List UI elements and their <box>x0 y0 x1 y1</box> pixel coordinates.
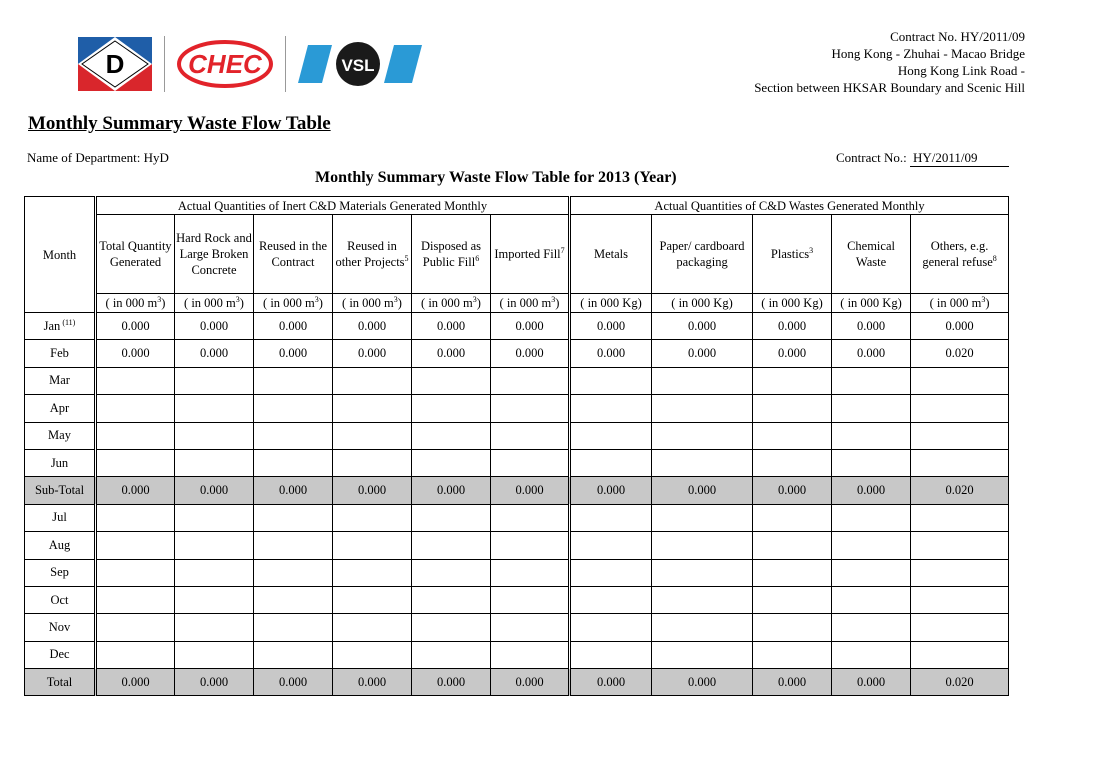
value-cell <box>753 395 832 422</box>
value-cell: 0.020 <box>911 477 1009 504</box>
column-header <box>652 215 753 294</box>
value-cell <box>96 449 175 476</box>
value-cell: 0.000 <box>753 313 832 340</box>
value-cell <box>753 559 832 586</box>
table-row <box>25 504 1009 531</box>
table-row <box>25 532 1009 559</box>
value-cell <box>96 614 175 641</box>
value-cell <box>491 504 570 531</box>
value-cell <box>412 559 491 586</box>
value-cell <box>832 395 911 422</box>
value-cell <box>175 449 254 476</box>
value-cell <box>911 586 1009 613</box>
value-cell: 0.000 <box>175 340 254 367</box>
value-cell: 0.000 <box>96 477 175 504</box>
value-cell <box>832 504 911 531</box>
value-cell <box>333 504 412 531</box>
cd-waste-group-header: Actual Quantities of C&D Wastes Generated Monthly <box>570 197 1009 215</box>
value-cell <box>175 367 254 394</box>
footnote-marker: 6 <box>475 253 480 263</box>
value-cell <box>753 449 832 476</box>
column-header-label: Total Quantity Generated <box>99 239 172 269</box>
value-cell <box>753 367 832 394</box>
logo-bar <box>78 36 422 92</box>
month-cell: Jan $^{(11)}$ <box>25 313 96 340</box>
project-line: Hong Kong - Zhuhai - Macao Bridge <box>831 46 1025 61</box>
value-cell <box>491 559 570 586</box>
chec-logo <box>177 39 273 89</box>
value-cell <box>570 586 652 613</box>
value-cell <box>254 395 333 422</box>
value-cell <box>412 641 491 668</box>
unit-cell: ( in 000 $m^3$) <box>96 294 175 313</box>
value-cell <box>570 559 652 586</box>
value-cell <box>491 449 570 476</box>
value-cell <box>911 504 1009 531</box>
waste-flow-table <box>24 196 1009 696</box>
table-row <box>25 422 1009 449</box>
value-cell <box>753 641 832 668</box>
value-cell: 0.000 <box>412 669 491 696</box>
value-cell <box>254 422 333 449</box>
column-header <box>491 215 570 294</box>
value-cell <box>412 532 491 559</box>
table-row <box>25 367 1009 394</box>
column-header-label: Imported Fill <box>494 247 561 261</box>
value-cell <box>570 367 652 394</box>
value-cell <box>175 641 254 668</box>
footnote-marker: 3 <box>809 245 814 255</box>
column-header <box>175 215 254 294</box>
value-cell <box>570 614 652 641</box>
month-cell: Dec <box>25 641 96 668</box>
unit-cell: ( in 000 $m^3$) <box>412 294 491 313</box>
table-row <box>25 586 1009 613</box>
department-label: Name of Department: HyD <box>27 150 169 165</box>
value-cell <box>96 559 175 586</box>
value-cell <box>832 449 911 476</box>
value-cell: 0.000 <box>412 313 491 340</box>
table-row <box>25 669 1009 696</box>
value-cell <box>491 614 570 641</box>
value-cell <box>333 449 412 476</box>
column-header <box>254 215 333 294</box>
table-row <box>25 641 1009 668</box>
value-cell: 0.000 <box>652 477 753 504</box>
value-cell <box>911 559 1009 586</box>
svg-text:D: D <box>105 49 125 79</box>
unit-cell: ( in 000 $m^3$) <box>175 294 254 313</box>
value-cell: 0.020 <box>911 340 1009 367</box>
value-cell: 0.000 <box>911 313 1009 340</box>
value-cell <box>412 422 491 449</box>
column-header-label: Paper/ cardboard packaging <box>659 239 745 269</box>
value-cell <box>491 586 570 613</box>
column-header <box>96 215 175 294</box>
value-cell <box>96 641 175 668</box>
value-cell <box>254 559 333 586</box>
value-cell <box>491 422 570 449</box>
contract-header <box>754 28 1025 96</box>
value-cell <box>570 532 652 559</box>
value-cell: 0.000 <box>175 669 254 696</box>
value-cell <box>832 614 911 641</box>
dragages-logo <box>78 37 152 91</box>
month-cell: Mar <box>25 367 96 394</box>
value-cell <box>570 449 652 476</box>
value-cell <box>412 367 491 394</box>
column-header-label: Reused in other Projects <box>335 239 405 269</box>
value-cell: 0.000 <box>753 477 832 504</box>
value-cell <box>911 614 1009 641</box>
document-title: Monthly Summary Waste Flow Table <box>28 113 331 134</box>
value-cell <box>175 532 254 559</box>
unit-cell: ( in 000 $m^3$) <box>333 294 412 313</box>
value-cell: 0.000 <box>753 340 832 367</box>
contract-label: Contract No.: <box>836 150 907 165</box>
value-cell <box>333 641 412 668</box>
value-cell <box>652 422 753 449</box>
value-cell <box>175 395 254 422</box>
table-row <box>25 559 1009 586</box>
value-cell <box>832 367 911 394</box>
value-cell <box>333 532 412 559</box>
value-cell <box>412 586 491 613</box>
column-header <box>412 215 491 294</box>
value-cell <box>652 449 753 476</box>
unit-cell: ( in 000 Kg) <box>570 294 652 313</box>
value-cell <box>832 422 911 449</box>
value-cell: 0.000 <box>175 477 254 504</box>
value-cell: 0.000 <box>652 340 753 367</box>
value-cell <box>333 395 412 422</box>
value-cell <box>570 641 652 668</box>
contract-field <box>836 150 1009 167</box>
contract-number-line: Contract No. HY/2011/09 <box>890 29 1025 44</box>
value-cell: 0.000 <box>96 313 175 340</box>
value-cell <box>491 367 570 394</box>
value-cell: 0.000 <box>652 313 753 340</box>
value-cell: 0.000 <box>96 669 175 696</box>
value-cell: 0.000 <box>96 340 175 367</box>
month-cell: Feb <box>25 340 96 367</box>
month-cell: May <box>25 422 96 449</box>
unit-cell: ( in 000 Kg) <box>753 294 832 313</box>
value-cell: 0.000 <box>491 313 570 340</box>
value-cell <box>333 614 412 641</box>
value-cell <box>175 504 254 531</box>
value-cell <box>254 641 333 668</box>
month-cell: Aug <box>25 532 96 559</box>
table-row <box>25 477 1009 504</box>
column-header-label: Others, e.g. general refuse <box>922 239 993 269</box>
table-row <box>25 614 1009 641</box>
value-cell: 0.000 <box>254 313 333 340</box>
value-cell <box>753 504 832 531</box>
footnote-marker: 5 <box>404 253 409 263</box>
month-header: Month <box>25 197 96 313</box>
value-cell: 0.000 <box>832 313 911 340</box>
column-header-label: Hard Rock and Large Broken Concrete <box>176 231 252 277</box>
value-cell: 0.000 <box>570 313 652 340</box>
value-cell <box>652 367 753 394</box>
value-cell <box>652 641 753 668</box>
column-header-label: Chemical Waste <box>847 239 895 269</box>
value-cell <box>175 586 254 613</box>
column-header <box>753 215 832 294</box>
value-cell <box>753 586 832 613</box>
unit-cell: ( in 000 $m^3$) <box>254 294 333 313</box>
value-cell <box>652 614 753 641</box>
table-row <box>25 449 1009 476</box>
value-cell: 0.000 <box>753 669 832 696</box>
column-header <box>570 215 652 294</box>
value-cell <box>652 586 753 613</box>
svg-text:CHEC: CHEC <box>188 49 262 79</box>
month-cell: Total <box>25 669 96 696</box>
value-cell: 0.000 <box>254 477 333 504</box>
value-cell: 0.000 <box>333 340 412 367</box>
value-cell: 0.000 <box>333 313 412 340</box>
value-cell <box>652 532 753 559</box>
value-cell <box>911 367 1009 394</box>
value-cell <box>333 586 412 613</box>
month-cell: Oct <box>25 586 96 613</box>
column-header-label: Plastics <box>770 247 810 261</box>
value-cell <box>254 367 333 394</box>
month-cell: Sep <box>25 559 96 586</box>
value-cell: 0.000 <box>570 477 652 504</box>
value-cell: 0.000 <box>832 477 911 504</box>
value-cell <box>832 641 911 668</box>
unit-cell: ( in 000 $m^3$) <box>491 294 570 313</box>
table-row <box>25 395 1009 422</box>
value-cell: 0.020 <box>911 669 1009 696</box>
value-cell: 0.000 <box>570 340 652 367</box>
value-cell <box>333 367 412 394</box>
value-cell: 0.000 <box>412 477 491 504</box>
column-header <box>333 215 412 294</box>
unit-cell: ( in 000 Kg) <box>652 294 753 313</box>
value-cell <box>652 504 753 531</box>
value-cell <box>412 614 491 641</box>
value-cell <box>96 367 175 394</box>
value-cell <box>412 395 491 422</box>
month-cell: Apr <box>25 395 96 422</box>
month-cell: Jun <box>25 449 96 476</box>
logo-divider <box>285 36 286 92</box>
value-cell: 0.000 <box>412 340 491 367</box>
value-cell <box>412 449 491 476</box>
footnote-marker: (11) <box>60 317 76 327</box>
value-cell: 0.000 <box>175 313 254 340</box>
value-cell: 0.000 <box>333 477 412 504</box>
value-cell <box>254 586 333 613</box>
column-header-label: Metals <box>594 247 629 261</box>
inert-group-header: Actual Quantities of Inert C&D Materials Generated Monthly <box>96 197 570 215</box>
value-cell: 0.000 <box>491 340 570 367</box>
svg-text:VSL: VSL <box>341 56 375 75</box>
value-cell: 0.000 <box>254 340 333 367</box>
value-cell <box>333 559 412 586</box>
value-cell <box>911 422 1009 449</box>
value-cell <box>254 504 333 531</box>
table-title: Monthly Summary Waste Flow Table for 2013 (Year) <box>315 169 677 186</box>
value-cell <box>175 559 254 586</box>
value-cell <box>96 504 175 531</box>
month-cell: Nov <box>25 614 96 641</box>
value-cell <box>652 559 753 586</box>
unit-cell: ( in 000 $m^3$) <box>911 294 1009 313</box>
value-cell <box>911 395 1009 422</box>
section-line: Section between HKSAR Boundary and Scenic Hill <box>754 80 1025 95</box>
value-cell <box>832 559 911 586</box>
value-cell <box>412 504 491 531</box>
value-cell <box>96 395 175 422</box>
month-cell: Sub-Total <box>25 477 96 504</box>
value-cell <box>96 532 175 559</box>
column-header <box>911 215 1009 294</box>
value-cell <box>491 641 570 668</box>
value-cell <box>570 395 652 422</box>
value-cell <box>333 422 412 449</box>
column-header <box>832 215 911 294</box>
value-cell <box>911 532 1009 559</box>
value-cell <box>832 586 911 613</box>
value-cell <box>254 532 333 559</box>
table-row <box>25 313 1009 340</box>
column-header-label: Reused in the Contract <box>258 239 328 269</box>
value-cell <box>175 422 254 449</box>
value-cell <box>832 532 911 559</box>
value-cell <box>753 422 832 449</box>
value-cell: 0.000 <box>652 669 753 696</box>
value-cell: 0.000 <box>491 477 570 504</box>
value-cell <box>254 449 333 476</box>
logo-divider <box>164 36 165 92</box>
value-cell <box>96 586 175 613</box>
link-road-line: Hong Kong Link Road - <box>897 63 1025 78</box>
table-row <box>25 340 1009 367</box>
unit-cell: ( in 000 Kg) <box>832 294 911 313</box>
value-cell <box>570 504 652 531</box>
column-header-label: Disposed as Public Fill <box>420 239 482 269</box>
value-cell <box>491 395 570 422</box>
value-cell: 0.000 <box>570 669 652 696</box>
footnote-marker: 7 <box>560 245 565 255</box>
value-cell <box>491 532 570 559</box>
value-cell <box>570 422 652 449</box>
value-cell: 0.000 <box>832 669 911 696</box>
value-cell <box>911 641 1009 668</box>
value-cell: 0.000 <box>491 669 570 696</box>
month-cell: Jul <box>25 504 96 531</box>
value-cell <box>911 449 1009 476</box>
footnote-marker: 8 <box>992 253 997 263</box>
vsl-logo <box>298 41 422 87</box>
contract-value: HY/2011/09 <box>910 150 1009 167</box>
value-cell <box>96 422 175 449</box>
value-cell: 0.000 <box>333 669 412 696</box>
value-cell <box>753 532 832 559</box>
value-cell: 0.000 <box>254 669 333 696</box>
value-cell <box>254 614 333 641</box>
value-cell <box>753 614 832 641</box>
value-cell <box>175 614 254 641</box>
value-cell: 0.000 <box>832 340 911 367</box>
value-cell <box>652 395 753 422</box>
